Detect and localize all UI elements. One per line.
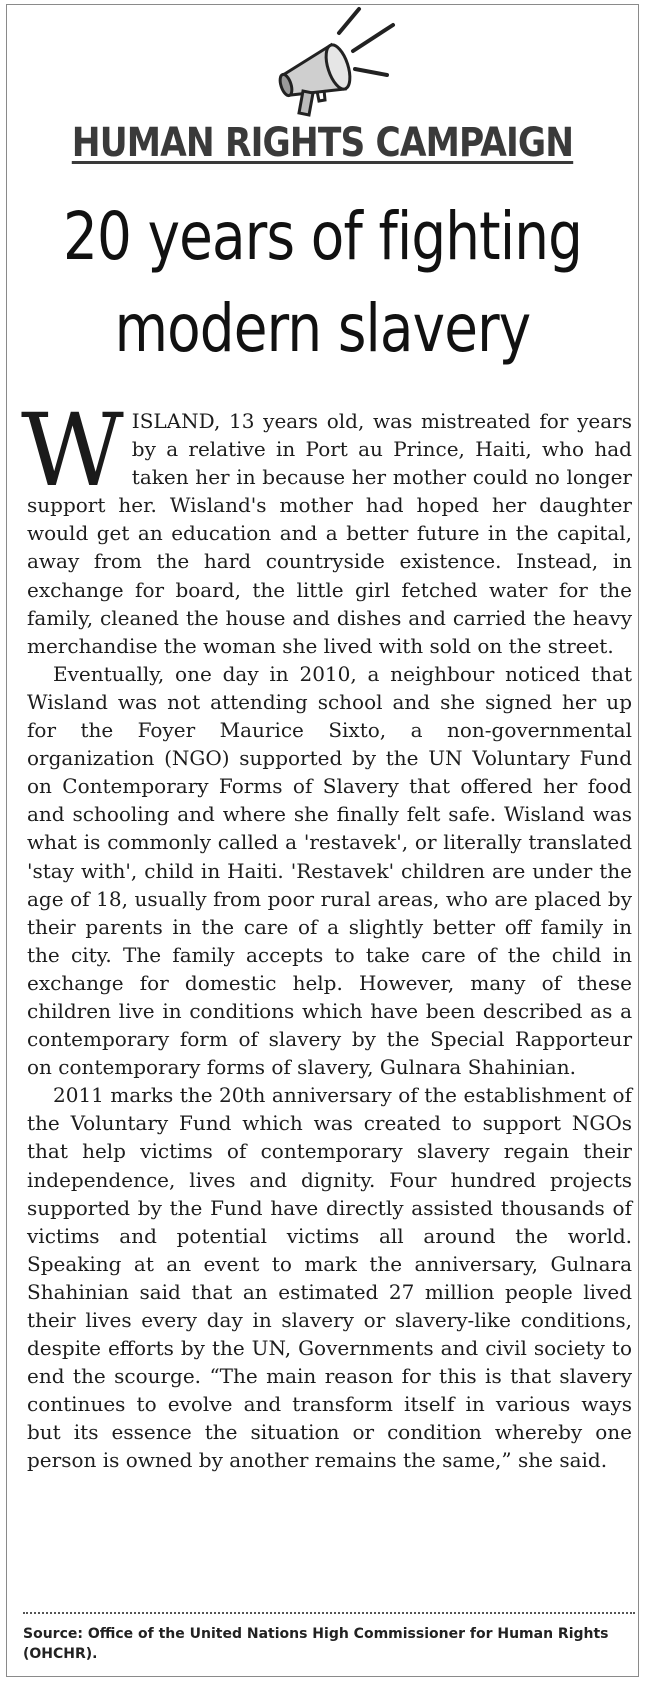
paragraph-1-text: ISLAND, 13 years old, was mistreated for years by a relative in Port au Prince, Haiti, who had taken her in because her mother could no longer support her. Wisland's mother had hoped her daughter would get an education and a better future in the capital, away from the hard countryside existence. Instead, in exchange for board, the little girl fetched water for the family, cleaned the house and dishes and carried the heavy merchandise the woman she lived with sold on the street. xyxy=(27,409,632,658)
paragraph-1 xyxy=(21,392,632,660)
dotted-divider xyxy=(23,1612,635,1614)
drop-cap: W xyxy=(21,392,124,509)
section-kicker: HUMAN RIGHTS CAMPAIGN xyxy=(71,120,574,166)
paragraph-3: 2011 marks the 20th anniversary of the establishment of the Voluntary Fund which was created to support NGOs that help victims of contemporary slavery regain their independence, lives and dignity. Four hundred projects supported by the Fund have directly assisted thousands of victims and potential victims all around the world. Speaking at an event to mark the anniversary, Gulnara Shahinian said that an estimated 27 million people lived their lives every day in slavery or slavery-like conditions, despite efforts by the UN, Governments and civil society to end the scourge. “The main reason for this is that slavery continues to evolve and transform itself in various ways but its essence the situation or condition whereby one person is owned by another remains the same,” she said. xyxy=(27,1083,632,1473)
headline xyxy=(7,191,638,375)
source-credit: Source: Office of the United Nations High Commissioner for Human Rights (OHCHR). xyxy=(23,1626,609,1662)
paragraph-2: Eventually, one day in 2010, a neighbour noticed that Wisland was not attending school and she signed her up for the Foyer Maurice Sixto, a non-governmental organization (NGO) supported by the UN Voluntary Fund on Contemporary Forms of Slavery that offered her food and schooling and where she finally felt safe. Wisland was what is commonly called a 'restavek', or literally translated 'stay with', child in Haiti. 'Restavek' children are under the age of 18, usually from poor rural areas, who are placed by their parents in the care of a slightly better off family in the city. The family accepts to take care of the child in exchange for domestic help. However, many of these children live in conditions which have been described as a contemporary form of slavery by the Special Rapporteur on contemporary forms of slavery, Gulnara Shahinian. xyxy=(27,661,632,1080)
megaphone-icon xyxy=(269,5,399,127)
headline-line-1: 20 years of fighting xyxy=(62,198,583,275)
headline-line-2: modern slavery xyxy=(114,290,531,367)
article-frame xyxy=(6,4,639,1677)
article-body xyxy=(21,392,632,1475)
